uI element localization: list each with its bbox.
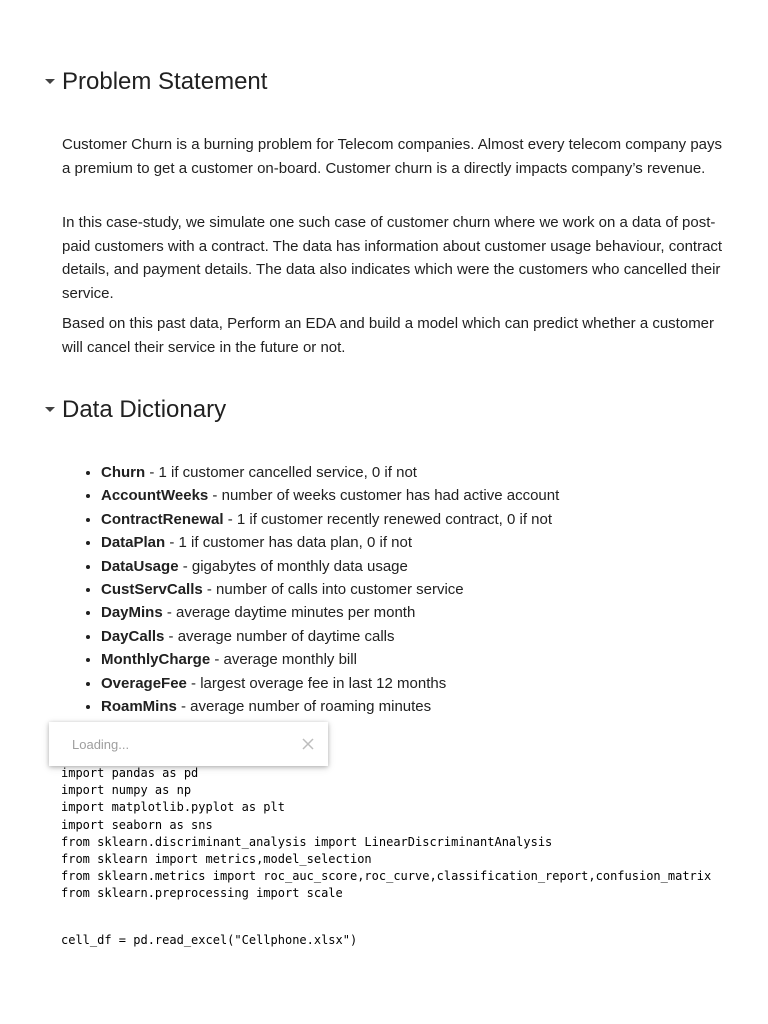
section-title-data-dictionary: Data Dictionary bbox=[62, 396, 227, 423]
dictionary-term: Churn bbox=[101, 464, 146, 481]
code-line: import pandas as pd bbox=[61, 766, 199, 780]
dictionary-description: - average number of daytime calls bbox=[164, 627, 395, 645]
code-line: import numpy as np bbox=[61, 783, 192, 798]
dictionary-description: - number of calls into customer service bbox=[202, 581, 464, 599]
code-line: from sklearn.preprocessing import scale bbox=[61, 886, 343, 901]
problem-paragraph-1: Customer Churn is a burning problem for Telecom companies. Almost every telecom company pays a premium to get a customer on-board. Customer churn is a directly impacts company’s revenue. bbox=[62, 136, 723, 177]
dictionary-description: - 1 if customer recently renewed contract, 0 if not bbox=[223, 510, 553, 528]
section-header-data-dictionary bbox=[38, 396, 226, 424]
dictionary-term: ContractRenewal bbox=[101, 510, 224, 528]
dictionary-description: - average number of roaming minutes bbox=[176, 698, 432, 716]
dictionary-term: DataUsage bbox=[101, 557, 179, 575]
section-header-problem-statement bbox=[38, 68, 267, 96]
code-line: import seaborn as sns bbox=[61, 817, 213, 832]
list-item bbox=[101, 578, 559, 601]
list-item bbox=[101, 601, 559, 624]
toast-text: Loading... bbox=[72, 736, 130, 752]
problem-paragraph-3: Based on this past data, Perform an EDA and build a model which can predict whether a customer will cancel their service in the future or not. bbox=[62, 315, 715, 356]
list-item bbox=[101, 648, 559, 671]
list-item bbox=[101, 484, 559, 507]
loading-toast bbox=[49, 722, 328, 766]
dictionary-description: - number of weeks customer has had active account bbox=[208, 487, 560, 505]
code-line: from sklearn.discriminant_analysis import LinearDiscriminantAnalysis bbox=[61, 834, 553, 849]
problem-paragraph-2: In this case-study, we simulate one such case of customer churn where we work on a data of post-paid customers with a contract. The data has information about customer usage behaviour, contract details, and payment details. The data also indicates which were the customers who cancelled their service. bbox=[62, 214, 723, 302]
list-item bbox=[101, 695, 559, 718]
list-item bbox=[101, 461, 559, 484]
code-line: from sklearn import metrics,model_selection bbox=[61, 852, 372, 867]
list-item bbox=[101, 531, 559, 554]
dictionary-term: AccountWeeks bbox=[101, 487, 209, 505]
list-item bbox=[101, 672, 559, 695]
dictionary-term: DayCalls bbox=[101, 627, 165, 645]
code-line: cell_df = pd.read_excel("Cellphone.xlsx") bbox=[61, 933, 358, 947]
dictionary-description: - largest overage fee in last 12 months bbox=[186, 674, 447, 692]
close-icon[interactable] bbox=[300, 736, 316, 752]
dictionary-description: - average daytime minutes per month bbox=[162, 604, 416, 622]
list-item bbox=[101, 555, 559, 578]
dictionary-description: - average monthly bill bbox=[210, 651, 357, 669]
dictionary-term: MonthlyCharge bbox=[101, 651, 211, 669]
data-dictionary-list bbox=[62, 461, 559, 718]
code-cell-imports[interactable] bbox=[61, 765, 711, 903]
dictionary-term: RoamMins bbox=[101, 698, 177, 716]
list-item bbox=[101, 625, 559, 648]
dictionary-term: DayMins bbox=[101, 604, 163, 622]
dictionary-description: - gigabytes of monthly data usage bbox=[178, 557, 408, 575]
caret-down-icon[interactable] bbox=[38, 398, 62, 422]
dictionary-term: DataPlan bbox=[101, 534, 166, 552]
list-item bbox=[101, 508, 559, 531]
section-title-problem-statement: Problem Statement bbox=[62, 68, 268, 95]
dictionary-term: CustServCalls bbox=[101, 581, 203, 599]
dictionary-description: - 1 if customer has data plan, 0 if not bbox=[165, 534, 412, 552]
code-cell-read-data[interactable] bbox=[61, 932, 357, 949]
dictionary-description: - 1 if customer cancelled service, 0 if not bbox=[145, 464, 417, 481]
dictionary-term: OverageFee bbox=[101, 674, 187, 692]
code-line: from sklearn.metrics import roc_auc_score,roc_curve,classification_report,confusion_matrix bbox=[61, 869, 712, 884]
caret-down-icon[interactable] bbox=[38, 70, 62, 94]
code-line: import matplotlib.pyplot as plt bbox=[61, 800, 285, 815]
